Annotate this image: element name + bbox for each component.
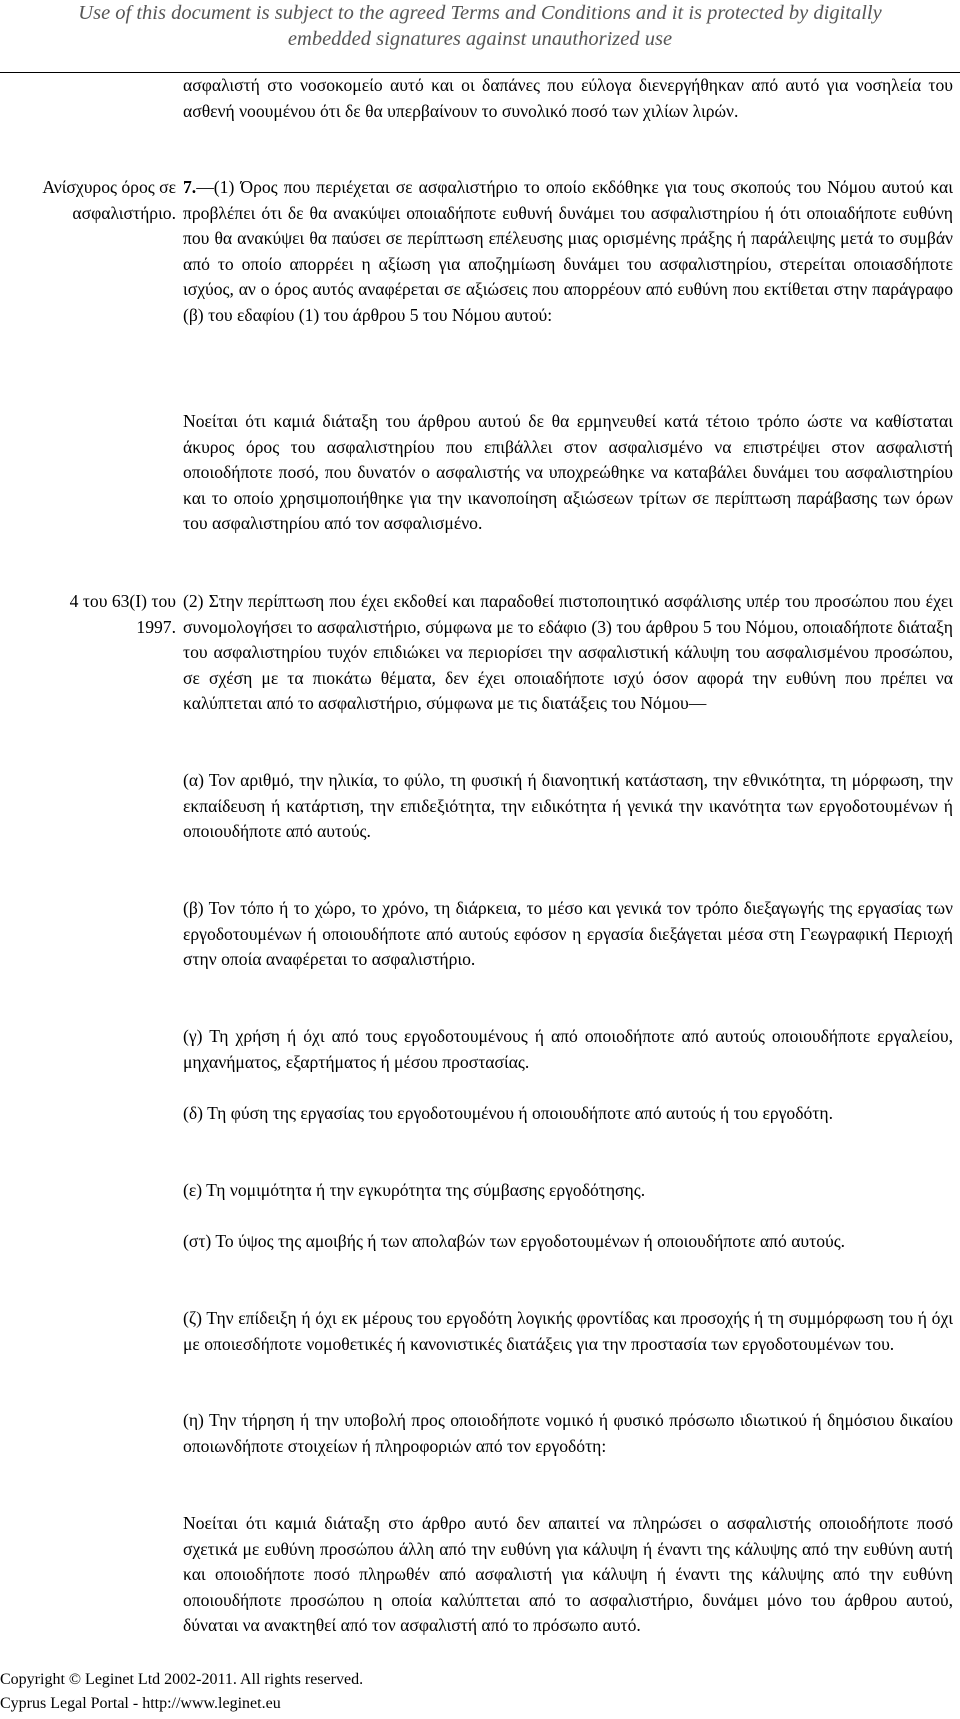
margin-note-line: 4 του 63(Ι) του <box>69 591 176 611</box>
margin-note-invalid-term <box>0 175 176 226</box>
list-item-b: (β) Τον τόπο ή το χώρο, το χρόνο, τη διάρκεια, το μέσο και γενικά τον τρόπο διεξαγωγής της εργασίας των εργοδοτουμένων ή οποιουδήποτε από αυτούς εφόσον η εργασία διεξάγεται μέσα στη Γεωγραφική Περιοχή στην οποία αναφέρεται το ασφαλιστήριο. <box>183 898 953 970</box>
list-item-d: (δ) Τη φύση της εργασίας του εργοδοτουμένου ή οποιουδήποτε από αυτούς ή του εργοδότη. <box>183 1103 833 1123</box>
margin-note-line: 1997. <box>136 616 176 637</box>
margin-note-line: Ανίσχυρος όρος σε <box>42 177 176 197</box>
section-7-subsection-1 <box>183 175 953 329</box>
list-item-e: (ε) Τη νομιμότητα ή την εγκυρότητα της σύμβασης εργοδότησης. <box>183 1180 646 1200</box>
list-item-c: (γ) Τη χρήση ή όχι από τους εργοδοτουμένους ή από οποιοδήποτε από αυτούς οποιουδήποτε εργαλείου, μηχανήματος, εξαρτήματος ή μέσου προστασίας. <box>183 1026 953 1072</box>
footer-copyright: Copyright © Leginet Ltd 2002-2011. All rights reserved. <box>0 1671 364 1688</box>
margin-note-law-reference <box>0 589 176 640</box>
margin-note-line: ασφαλιστήριο. <box>72 202 176 223</box>
list-item-a: (α) Τον αριθμό, την ηλικία, το φύλο, τη φυσική ή διανοητική κατάσταση, την εθνικότητα, τη μόρφωση, την εκπαίδευση ή κατάρτιση, την επιδεξιότητα, την ειδικότητα ή γενικά την ικανότητα των εργοδοτουμένων ή οποιουδήποτε από αυτούς. <box>183 770 953 842</box>
document-header <box>0 0 960 78</box>
continuation-paragraph: ασφαλιστή στο νοσοκομείο αυτό και οι δαπάνες που εύλογα διενεργήθηκαν από αυτό για νοσηλεία του ασθενή νοουμένου ότι δε θα υπερβαίνουν το συνολικό ποσό των χιλίων λιρών. <box>183 75 953 121</box>
header-notice-line-1: Use of this document is subject to the agreed Terms and Conditions and it is protected by digitally <box>78 2 882 24</box>
section-number: 7. <box>183 177 197 197</box>
subsection-1-text: —(1) Όρος που περιέχεται σε ασφαλιστήριο το οποίο εκδόθηκε για τους σκοπούς του Νόμου αυτού και προβλέπει ότι δε θα ανακύψει οποιαδήποτε ευθυνή δυνάμει του ασφαλιστηρίου ή ότι οποιαδήποτε ευθύνη που θα ανακύψει θα παύσει σε περίπτωση επέλευσης μιας ορισμένης πράξης ή παράλειψης μετά το συμβάν από το οποίο απορρέει η αξίωση για αποζημίωση δυνάμει του ασφαλιστηρίου, στερείται οποιασδήποτε ισχύος, αν ο όρος αυτός αναφέρεται σε αξιώσεις που απορρέουν από ευθύνη που εκτίθεται στην παράγραφο (β) του εδαφίου (1) του άρθρου 5 του Νόμου αυτού: <box>183 177 953 325</box>
list-item-st: (στ) Το ύψος της αμοιβής ή των απολαβών των εργοδοτουμένων ή οποιουδήποτε από αυτούς. <box>183 1231 846 1251</box>
footer-portal-link[interactable]: Cyprus Legal Portal - http://www.leginet.eu <box>0 1695 281 1712</box>
proviso-paragraph-2: Νοείται ότι καμιά διάταξη στο άρθρο αυτό δεν απαιτεί να πληρώσει ο ασφαλιστής οποιοδήποτε ποσό σχετικά με ευθύνη προσώπου άλλη από την ευθύνη για κάλυψη ή έναντι της κάλυψης από την ευθύνη αυτή και οποιοδήποτε ποσό πληρωθέν από ασφαλιστή για κάλυψη ή έναντι της κάλυψης από την ευθύνη οποιουδήποτε προσώπου η οποία καλύπτεται από το ασφαλιστήριο, δυνάμει μόνο του άρθρου αυτού, δύναται να ανακτηθεί από τον ασφαλιστή από το πρόσωπο αυτό. <box>183 1513 953 1636</box>
document-footer <box>0 1668 363 1716</box>
proviso-paragraph-1: Νοείται ότι καμιά διάταξη του άρθρου αυτού δε θα ερμηνευθεί κατά τέτοιο τρόπο ώστε να καθίσταται άκυρος όρος του ασφαλιστηρίου που επιβάλλει στον ασφαλισμένο να επιστρέψει στον ασφαλιστή οποιοδήποτε ποσό, που δυνατόν ο ασφαλιστής να υποχρεώθηκε να καταβάλει δυνάμει του ασφαλιστηρίου και το οποίο χρησιμοποιήθηκε για την ικανοποίηση αξιώσεων τρίτων σε περίπτωση παράβασης των όρων του ασφαλιστηρίου από τον ασφαλισμένο. <box>183 411 953 534</box>
list-item-z: (ζ) Την επίδειξη ή όχι εκ μέρους του εργοδότη λογικής φροντίδας και προσοχής ή τη συμμόρφωση του ή όχι με οποιεσδήποτε νομοθετικές ή κανονιστικές διατάξεις για την προστασία των εργοδοτουμένων του. <box>183 1308 953 1354</box>
section-7-subsection-2: (2) Στην περίπτωση που έχει εκδοθεί και παραδοθεί πιστοποιητικό ασφάλισης υπέρ του προσώπου που έχει συνομολογήσει το ασφαλιστήριο, σύμφωνα με το εδάφιο (3) του άρθρου 5 του Νόμου, οποιαδήποτε διάταξη του ασφαλιστηρίου τυχόν επιδιώκει να περιορίσει την ασφαλιστική κάλυψη του ασφαλισμένου προσώπου, σε σχέση με τα πιοκάτω θέματα, δεν έχει οποιαδήποτε ισχύ όσον αφορά την ευθύνη που πρέπει να καλύπτεται από το ασφαλιστήριο, σύμφωνα με τις διατάξεις του Νόμου— <box>183 591 953 714</box>
header-notice-line-2: embedded signatures against unauthorized use <box>287 28 673 50</box>
list-item-i: (η) Την τήρηση ή την υποβολή προς οποιοδήποτε νομικό ή φυσικό πρόσωπο ιδιωτικού ή δημόσιου δικαίου οποιωνδήποτε στοιχείων ή πληροφοριών από τον εργοδότη: <box>183 1410 953 1456</box>
